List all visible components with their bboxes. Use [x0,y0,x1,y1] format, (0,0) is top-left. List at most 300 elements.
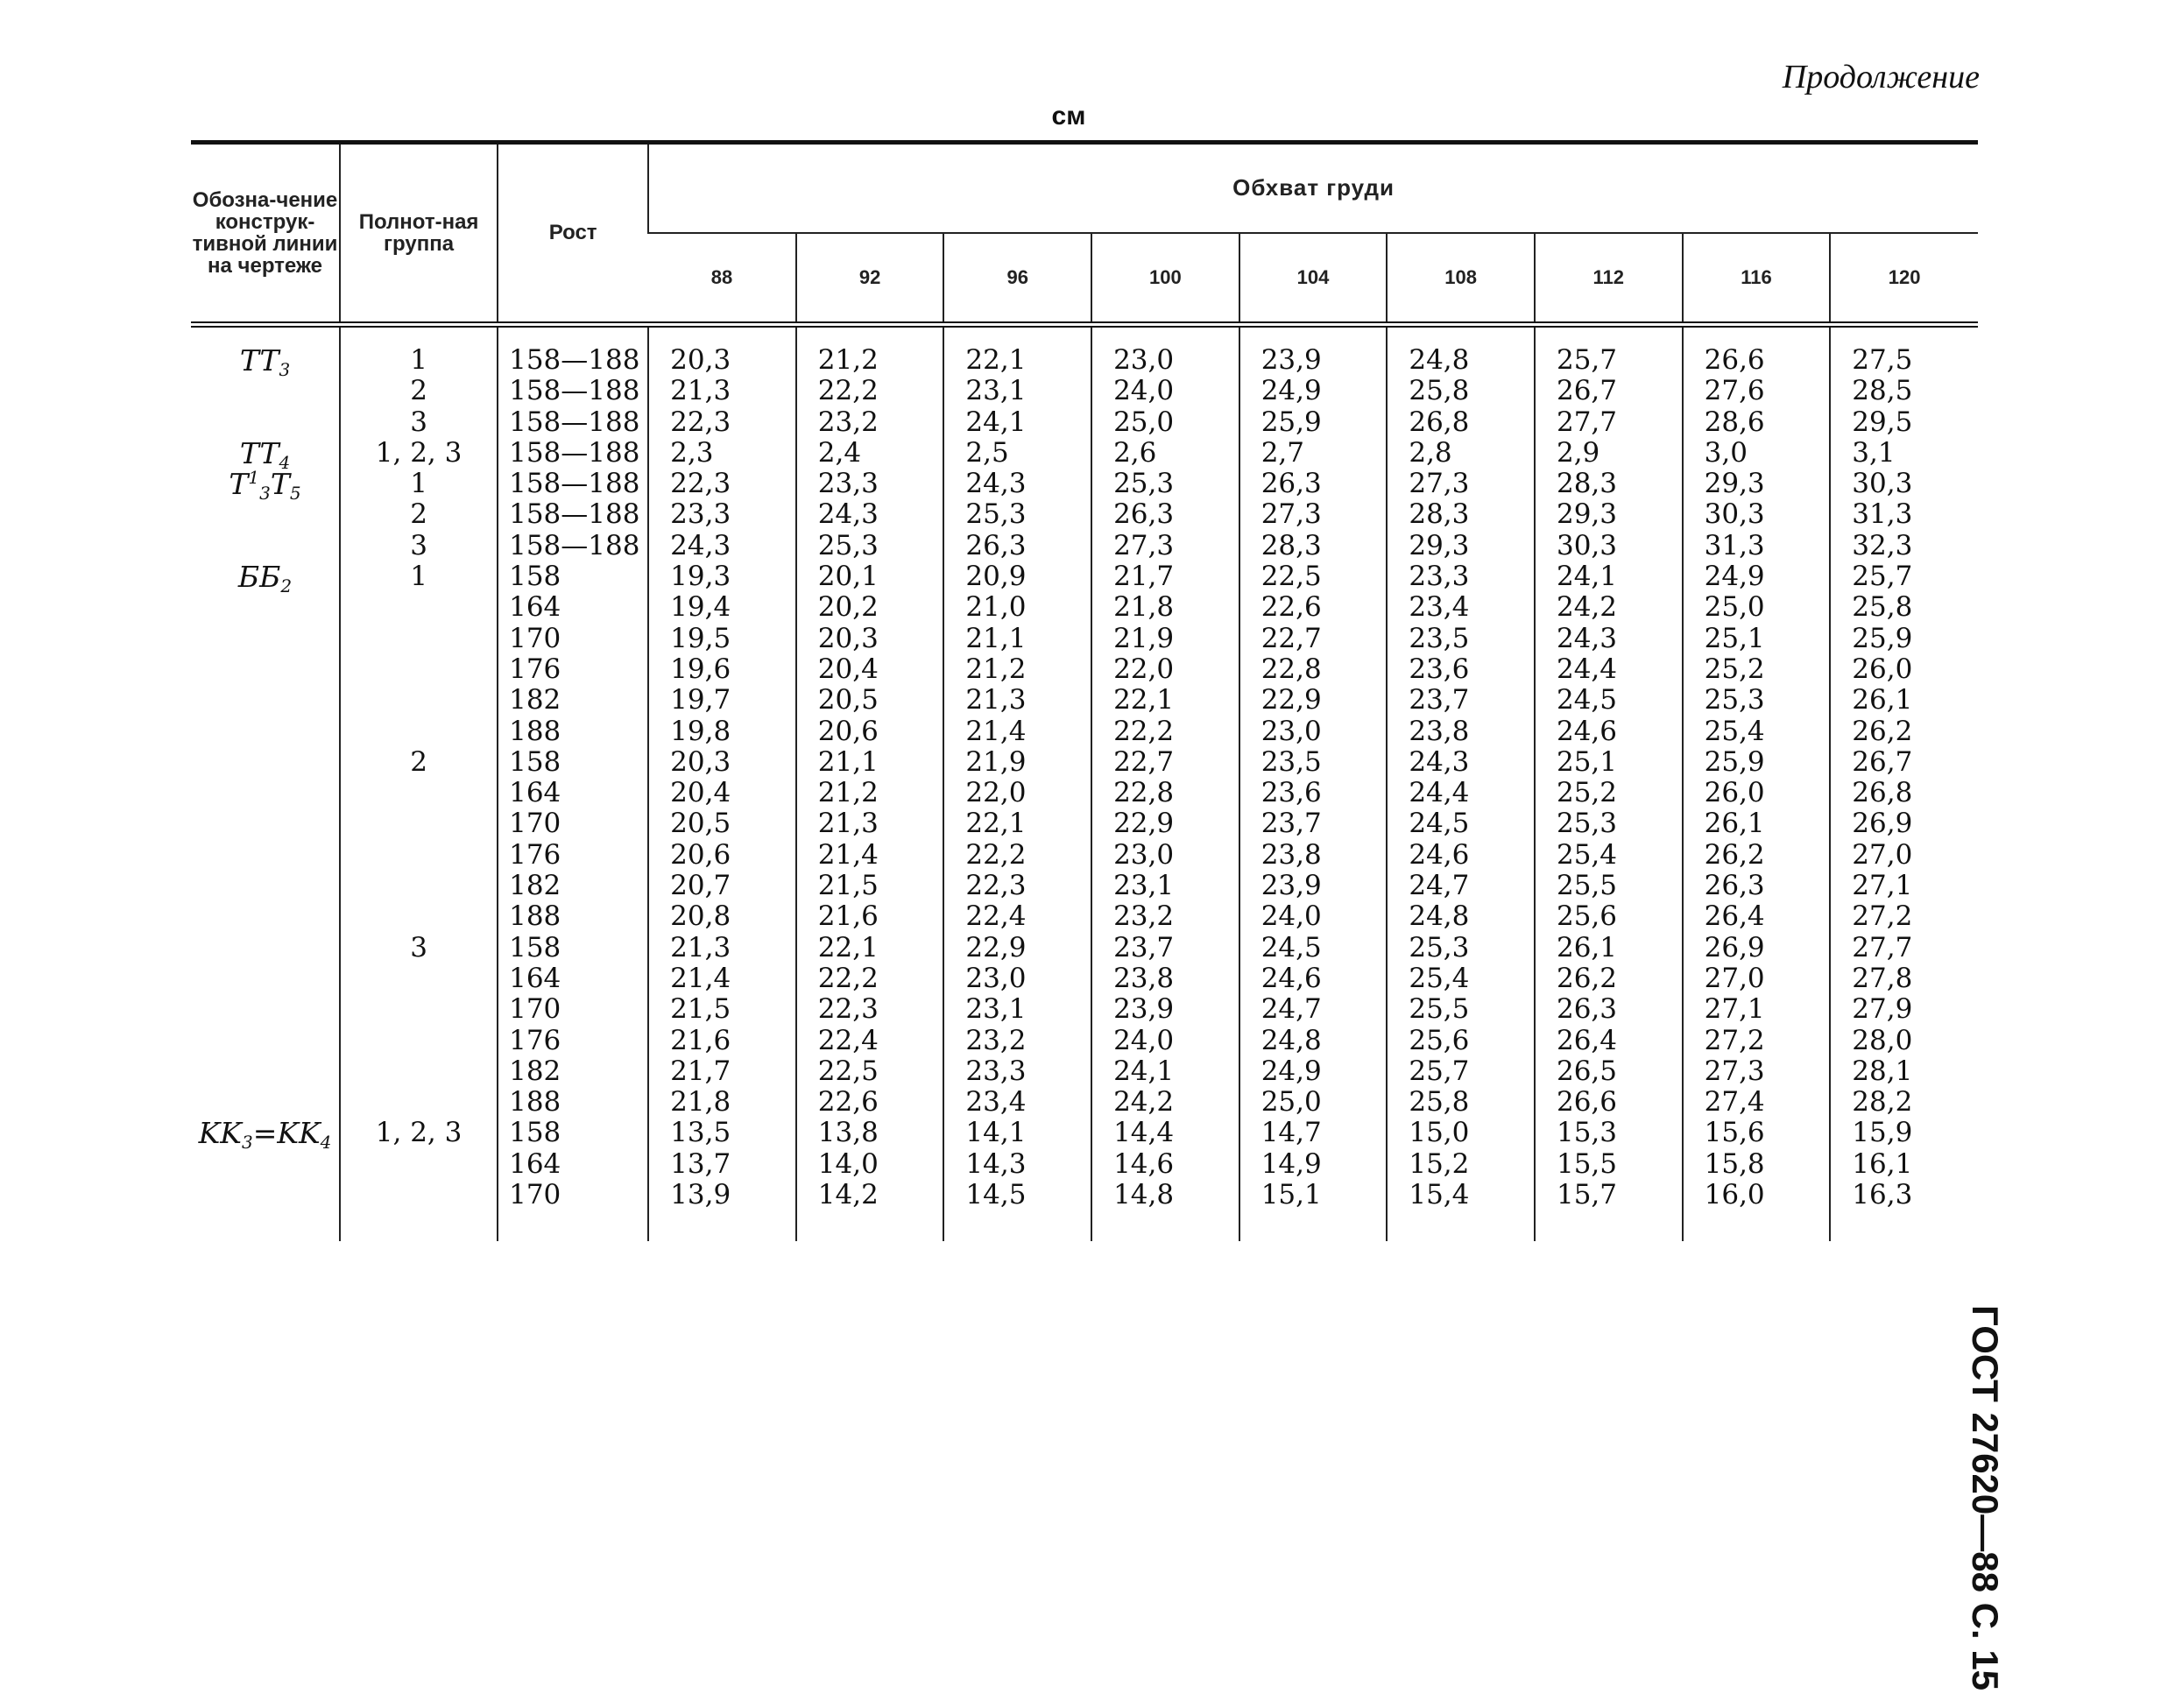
value-cell: 24,1 [1535,561,1683,592]
value-cell: 21,4 [648,963,796,994]
value-cell: 28,6 [1683,407,1831,438]
table-row [191,1026,1978,1056]
group-cell: 1, 2, 3 [340,1118,498,1148]
value-cell: 21,2 [796,778,944,808]
value-cell: 26,3 [943,531,1091,561]
value-cell: 30,3 [1830,469,1978,499]
value-cell: 23,0 [1091,840,1239,871]
designation-cell [191,1149,340,1180]
chest-size-header: 112 [1535,233,1683,325]
value-cell: 26,9 [1830,808,1978,839]
value-cell: 20,4 [648,778,796,808]
height-cell: 158 [498,1118,648,1148]
value-cell: 23,2 [796,407,944,438]
value-cell: 28,0 [1830,1026,1978,1056]
height-cell: 158 [498,933,648,963]
value-cell: 23,0 [1239,716,1388,747]
value-cell: 22,1 [943,808,1091,839]
table-row [191,438,1978,469]
value-cell: 23,7 [1387,685,1535,716]
value-cell: 22,2 [943,840,1091,871]
value-cell: 21,8 [1091,592,1239,623]
value-cell: 25,3 [1387,933,1535,963]
continuation-label: Продолжение [1782,59,1980,95]
value-cell: 25,0 [1683,592,1831,623]
value-cell: 27,7 [1535,407,1683,438]
value-cell: 24,0 [1091,376,1239,406]
table-row [191,963,1978,994]
value-cell: 26,8 [1830,778,1978,808]
value-cell: 26,3 [1091,499,1239,530]
value-cell: 21,4 [796,840,944,871]
value-cell: 22,6 [796,1087,944,1118]
value-cell: 21,3 [796,808,944,839]
value-cell: 20,1 [796,561,944,592]
chest-size-header: 108 [1387,233,1535,325]
value-cell: 25,3 [943,499,1091,530]
value-cell: 26,2 [1830,716,1978,747]
value-cell: 31,3 [1683,531,1831,561]
value-cell: 25,0 [1239,1087,1388,1118]
designation-cell [191,376,340,406]
value-cell: 21,7 [1091,561,1239,592]
designation-cell: $TT_4$ [239,435,291,473]
value-cell: 2,8 [1387,438,1535,469]
value-cell: 26,6 [1683,325,1831,377]
value-cell: 23,4 [943,1087,1091,1118]
group-cell: 1 [340,469,498,499]
value-cell: 22,5 [796,1056,944,1087]
value-cell: 22,8 [1239,654,1388,685]
value-cell: 20,3 [648,325,796,377]
value-cell: 22,4 [943,901,1091,932]
value-cell: 21,3 [943,685,1091,716]
height-cell: 176 [498,654,648,685]
value-cell: 26,9 [1683,933,1831,963]
designation-cell [191,716,340,747]
value-cell: 23,9 [1091,994,1239,1025]
value-cell: 23,2 [1091,901,1239,932]
chest-size-header: 104 [1239,233,1388,325]
value-cell: 25,7 [1387,1056,1535,1087]
value-cell: 24,3 [796,499,944,530]
value-cell: 24,7 [1387,871,1535,901]
value-cell: 22,9 [943,933,1091,963]
value-cell: 25,5 [1535,871,1683,901]
value-cell: 25,3 [1091,469,1239,499]
value-cell: 24,5 [1239,933,1388,963]
value-cell: 2,6 [1091,438,1239,469]
value-cell: 23,7 [1239,808,1388,839]
group-cell [340,716,498,747]
table-row [191,901,1978,932]
value-cell: 22,0 [943,778,1091,808]
designation-cell [191,499,340,530]
value-cell: 23,3 [796,469,944,499]
value-cell: 29,3 [1535,499,1683,530]
value-cell: 22,7 [1091,747,1239,778]
value-cell: 23,6 [1239,778,1388,808]
value-cell: 30,3 [1535,531,1683,561]
value-cell: 19,6 [648,654,796,685]
value-cell: 23,5 [1387,624,1535,654]
value-cell: 24,5 [1387,808,1535,839]
value-cell: 20,3 [796,624,944,654]
value-cell: 22,6 [1239,592,1388,623]
value-cell: 14,1 [943,1118,1091,1148]
value-cell: 13,7 [648,1149,796,1180]
table-row [191,1087,1978,1118]
value-cell: 23,1 [1091,871,1239,901]
value-cell: 22,9 [1091,808,1239,839]
value-cell: 26,0 [1683,778,1831,808]
value-cell: 23,2 [943,1026,1091,1056]
header-group: Полнот-ная группа [340,143,498,325]
designation-cell [191,871,340,901]
value-cell: 26,0 [1830,654,1978,685]
value-cell: 23,8 [1239,840,1388,871]
value-cell: 21,5 [796,871,944,901]
value-cell: 2,5 [943,438,1091,469]
value-cell: 26,4 [1535,1026,1683,1056]
value-cell: 25,3 [796,531,944,561]
value-cell: 25,9 [1683,747,1831,778]
group-cell: 1 [340,561,498,592]
value-cell: 26,4 [1683,901,1831,932]
table-row [191,1118,1978,1148]
value-cell: 21,4 [943,716,1091,747]
group-cell: 2 [340,376,498,406]
table-row [191,747,1978,778]
value-cell: 2,7 [1239,438,1388,469]
value-cell: 24,3 [648,531,796,561]
designation-cell [191,685,340,716]
group-cell [340,901,498,932]
value-cell: 15,9 [1830,1118,1978,1148]
value-cell: 24,6 [1387,840,1535,871]
value-cell: 27,6 [1683,376,1831,406]
designation-cell [191,592,340,623]
value-cell: 25,0 [1091,407,1239,438]
group-cell [340,1087,498,1118]
value-cell: 24,9 [1683,561,1831,592]
table-row [191,376,1978,406]
group-cell: 3 [340,407,498,438]
value-cell: 25,7 [1830,561,1978,592]
group-cell: 1 [340,325,498,377]
table-row [191,1180,1978,1241]
value-cell: 21,5 [648,994,796,1025]
table-row [191,624,1978,654]
value-cell: 2,3 [648,438,796,469]
height-cell: 182 [498,1056,648,1087]
document-number: ГОСТ 27620—88 С. 15 [1965,1304,2006,1691]
value-cell: 22,5 [1239,561,1388,592]
value-cell: 20,9 [943,561,1091,592]
value-cell: 24,0 [1239,901,1388,932]
value-cell: 27,3 [1239,499,1388,530]
value-cell: 23,7 [1091,933,1239,963]
value-cell: 19,8 [648,716,796,747]
value-cell: 23,3 [1387,561,1535,592]
value-cell: 15,6 [1683,1118,1831,1148]
value-cell: 27,3 [1387,469,1535,499]
designation-cell [191,933,340,963]
value-cell: 23,3 [648,499,796,530]
value-cell: 25,5 [1387,994,1535,1025]
designation-cell [191,1026,340,1056]
value-cell: 25,3 [1683,685,1831,716]
designation-cell [191,1180,340,1241]
value-cell: 21,1 [943,624,1091,654]
value-cell: 2,9 [1535,438,1683,469]
value-cell: 21,6 [648,1026,796,1056]
designation-cell [191,1056,340,1087]
value-cell: 27,7 [1830,933,1978,963]
table-row [191,531,1978,561]
value-cell: 27,3 [1091,531,1239,561]
value-cell: 13,8 [796,1118,944,1148]
value-cell: 21,8 [648,1087,796,1118]
group-cell [340,963,498,994]
value-cell: 23,0 [1091,325,1239,377]
value-cell: 27,9 [1830,994,1978,1025]
height-cell: 188 [498,1087,648,1118]
group-cell [340,1056,498,1087]
value-cell: 23,6 [1387,654,1535,685]
value-cell: 28,2 [1830,1087,1978,1118]
value-cell: 22,2 [796,963,944,994]
value-cell: 24,9 [1239,376,1388,406]
value-cell: 21,9 [943,747,1091,778]
value-cell: 27,8 [1830,963,1978,994]
value-cell: 22,4 [796,1026,944,1056]
value-cell: 23,5 [1239,747,1388,778]
value-cell: 29,3 [1683,469,1831,499]
value-cell: 19,5 [648,624,796,654]
value-cell: 24,8 [1387,901,1535,932]
value-cell: 25,9 [1239,407,1388,438]
group-cell [340,685,498,716]
height-cell: 158—188 [498,499,648,530]
value-cell: 3,0 [1683,438,1831,469]
group-cell: 3 [340,933,498,963]
value-cell: 28,3 [1387,499,1535,530]
height-cell: 164 [498,778,648,808]
value-cell: 20,4 [796,654,944,685]
table-row [191,871,1978,901]
value-cell: 14,2 [796,1180,944,1241]
table-row [191,716,1978,747]
value-cell: 25,6 [1535,901,1683,932]
value-cell: 20,6 [796,716,944,747]
value-cell: 31,3 [1830,499,1978,530]
value-cell: 14,0 [796,1149,944,1180]
value-cell: 26,7 [1535,376,1683,406]
designation-cell [191,747,340,778]
value-cell: 22,2 [1091,716,1239,747]
value-cell: 28,5 [1830,376,1978,406]
height-cell: 170 [498,994,648,1025]
value-cell: 26,5 [1535,1056,1683,1087]
value-cell: 20,7 [648,871,796,901]
height-cell: 158—188 [498,531,648,561]
value-cell: 25,4 [1683,716,1831,747]
chest-size-header: 100 [1091,233,1239,325]
height-cell: 170 [498,624,648,654]
value-cell: 22,3 [648,469,796,499]
value-cell: 27,4 [1683,1087,1831,1118]
value-cell: 25,2 [1683,654,1831,685]
value-cell: 22,3 [943,871,1091,901]
value-cell: 21,6 [796,901,944,932]
value-cell: 22,8 [1091,778,1239,808]
value-cell: 24,8 [1239,1026,1388,1056]
designation-cell: $T^1_3T_5$ [229,467,301,505]
designation-cell: $TT_3$ [239,343,291,380]
value-cell: 21,2 [796,325,944,377]
value-cell: 26,2 [1683,840,1831,871]
value-cell: 22,2 [796,376,944,406]
value-cell: 25,2 [1535,778,1683,808]
height-cell: 164 [498,592,648,623]
value-cell: 20,3 [648,747,796,778]
value-cell: 25,1 [1535,747,1683,778]
value-cell: 27,0 [1830,840,1978,871]
value-cell: 24,6 [1239,963,1388,994]
height-cell: 158—188 [498,469,648,499]
value-cell: 25,1 [1683,624,1831,654]
designation-cell [191,901,340,932]
chest-size-header: 120 [1830,233,1978,325]
value-cell: 29,3 [1387,531,1535,561]
value-cell: 24,0 [1091,1026,1239,1056]
value-cell: 26,1 [1683,808,1831,839]
value-cell: 28,3 [1535,469,1683,499]
value-cell: 27,3 [1683,1056,1831,1087]
value-cell: 27,0 [1683,963,1831,994]
value-cell: 22,1 [1091,685,1239,716]
designation-cell [191,778,340,808]
unit-label: см [1051,102,1086,131]
value-cell: 15,8 [1683,1149,1831,1180]
chest-size-header: 88 [648,233,796,325]
value-cell: 25,8 [1830,592,1978,623]
value-cell: 23,1 [943,376,1091,406]
value-cell: 22,3 [796,994,944,1025]
value-cell: 25,4 [1535,840,1683,871]
value-cell: 25,6 [1387,1026,1535,1056]
designation-cell [191,963,340,994]
value-cell: 24,1 [943,407,1091,438]
value-cell: 23,1 [943,994,1091,1025]
value-cell: 24,3 [1387,747,1535,778]
table-row [191,654,1978,685]
value-cell: 16,0 [1683,1180,1831,1241]
group-cell [340,808,498,839]
designation-cell [191,994,340,1025]
group-cell [340,840,498,871]
value-cell: 24,1 [1091,1056,1239,1087]
value-cell: 32,3 [1830,531,1978,561]
value-cell: 27,2 [1683,1026,1831,1056]
value-cell: 24,9 [1239,1056,1388,1087]
value-cell: 24,5 [1535,685,1683,716]
value-cell: 24,8 [1387,325,1535,377]
value-cell: 27,2 [1830,901,1978,932]
value-cell: 26,3 [1239,469,1388,499]
group-cell [340,1180,498,1241]
value-cell: 25,9 [1830,624,1978,654]
value-cell: 25,4 [1387,963,1535,994]
designation-cell [191,531,340,561]
value-cell: 21,1 [796,747,944,778]
value-cell: 23,8 [1091,963,1239,994]
value-cell: 23,3 [943,1056,1091,1087]
table-row [191,407,1978,438]
value-cell: 24,4 [1535,654,1683,685]
group-cell [340,871,498,901]
table-row [191,778,1978,808]
value-cell: 27,1 [1830,871,1978,901]
value-cell: 22,0 [1091,654,1239,685]
value-cell: 15,5 [1535,1149,1683,1180]
value-cell: 13,5 [648,1118,796,1148]
value-cell: 25,3 [1535,808,1683,839]
height-cell: 164 [498,1149,648,1180]
value-cell: 26,2 [1535,963,1683,994]
value-cell: 21,9 [1091,624,1239,654]
value-cell: 23,9 [1239,871,1388,901]
value-cell: 29,5 [1830,407,1978,438]
value-cell: 15,0 [1387,1118,1535,1148]
value-cell: 19,3 [648,561,796,592]
table-row [191,685,1978,716]
value-cell: 26,1 [1535,933,1683,963]
value-cell: 19,4 [648,592,796,623]
value-cell: 21,0 [943,592,1091,623]
designation-cell [191,624,340,654]
value-cell: 19,7 [648,685,796,716]
value-cell: 24,3 [943,469,1091,499]
value-cell: 26,3 [1535,994,1683,1025]
designation-cell: $ББ_2$ [237,560,293,597]
value-cell: 20,5 [796,685,944,716]
group-cell [340,1026,498,1056]
table-row [191,325,1978,377]
table-row [191,592,1978,623]
group-cell [340,994,498,1025]
value-cell: 14,7 [1239,1118,1388,1148]
value-cell: 2,4 [796,438,944,469]
height-cell: 182 [498,871,648,901]
table-row [191,994,1978,1025]
value-cell: 14,9 [1239,1149,1388,1180]
designation-cell [191,1087,340,1118]
group-cell: 2 [340,499,498,530]
value-cell: 21,2 [943,654,1091,685]
value-cell: 20,6 [648,840,796,871]
value-cell: 25,7 [1535,325,1683,377]
group-cell: 3 [340,531,498,561]
table-row [191,840,1978,871]
height-cell: 176 [498,840,648,871]
value-cell: 28,3 [1239,531,1388,561]
group-cell [340,1149,498,1180]
value-cell: 22,3 [648,407,796,438]
group-cell [340,778,498,808]
value-cell: 24,3 [1535,624,1683,654]
